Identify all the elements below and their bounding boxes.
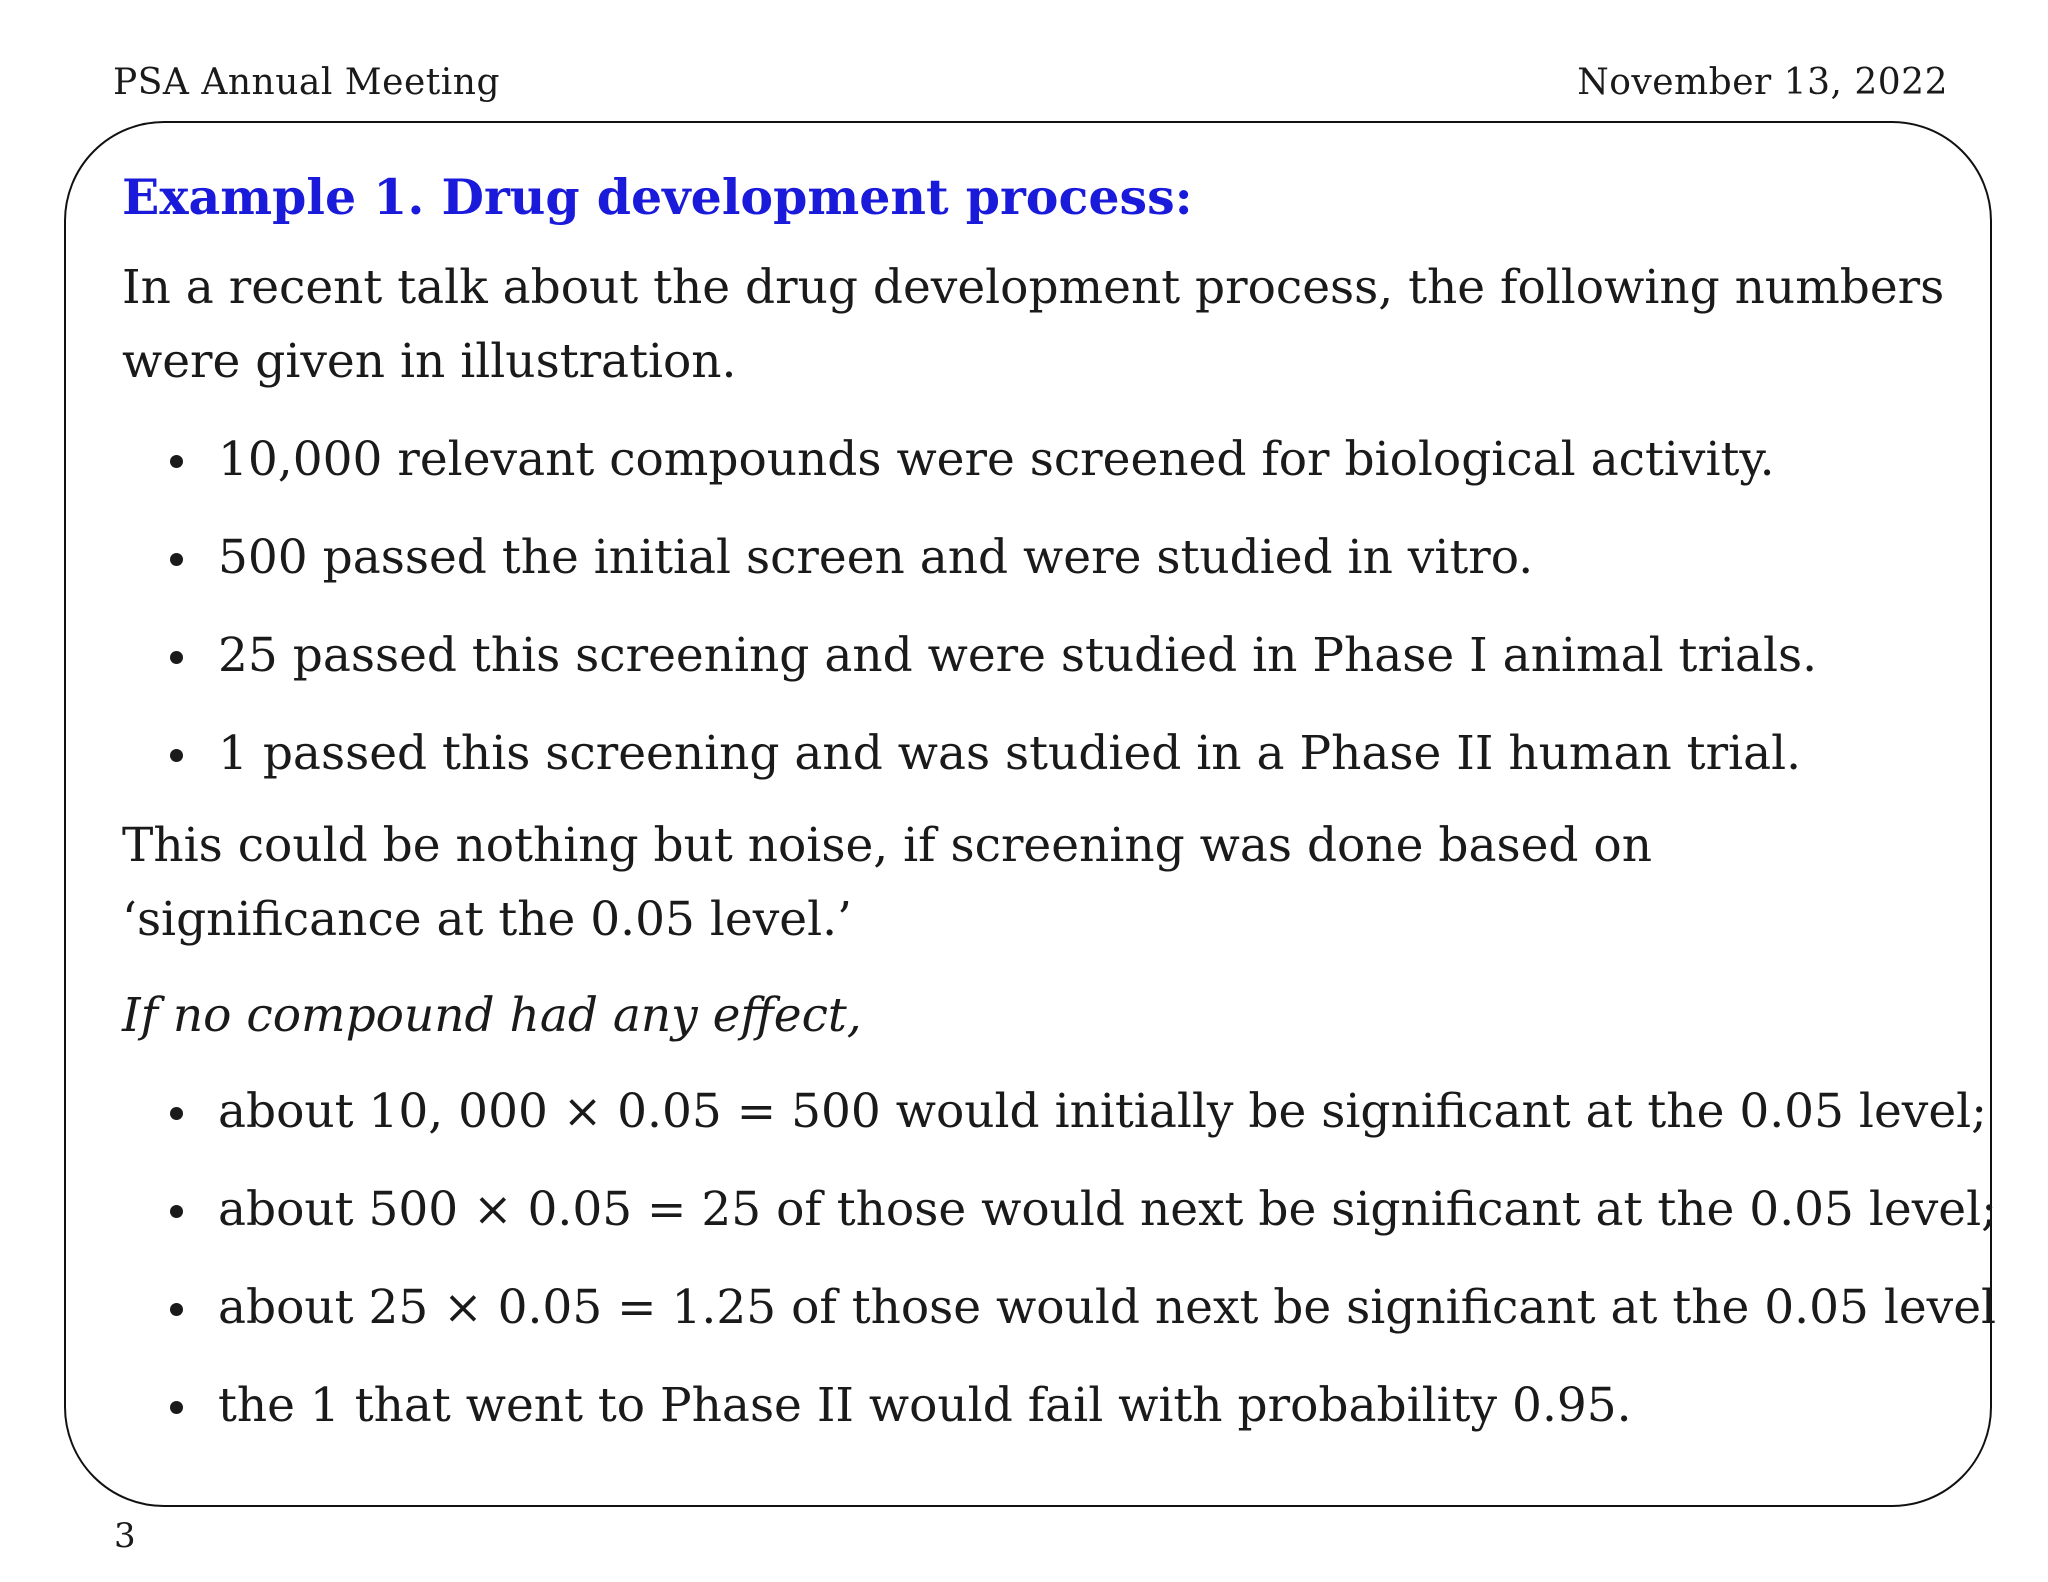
list-item-text: 500 passed the initial screen and were studied in vitro. xyxy=(218,530,1534,585)
screening-steps-list xyxy=(122,423,1962,791)
slide-title: Example 1. Drug development process: xyxy=(122,168,1193,226)
header-event-name: PSA Annual Meeting xyxy=(113,62,500,103)
slide-content xyxy=(122,163,1997,1443)
list-item xyxy=(122,619,1962,693)
bullet-icon xyxy=(170,1107,183,1120)
bullet-icon xyxy=(170,1205,183,1218)
noise-paragraph: This could be nothing but noise, if screening was done based on ‘significance at the 0.05 level.’ xyxy=(122,818,1653,947)
hypothesis-line: If no compound had any effect, xyxy=(122,988,862,1043)
list-item xyxy=(122,1075,1987,1149)
header-date: November 13, 2022 xyxy=(1577,62,1948,103)
list-item-text: about 10, 000 × 0.05 = 500 would initially be significant at the 0.05 level; xyxy=(218,1084,1987,1139)
intro-paragraph: In a recent talk about the drug development process, the following numbers were given in illustration. xyxy=(122,260,1945,389)
page-number: 3 xyxy=(114,1516,136,1556)
list-item xyxy=(122,1271,1997,1345)
bullet-icon xyxy=(170,1401,183,1414)
bullet-icon xyxy=(170,455,183,468)
list-item xyxy=(122,1369,1962,1443)
list-item xyxy=(122,423,1962,497)
list-item-text: about 25 × 0.05 = 1.25 of those would next be significant at the 0.05 level xyxy=(218,1280,1997,1335)
list-item-text: 25 passed this screening and were studied in Phase I animal trials. xyxy=(218,628,1818,683)
bullet-icon xyxy=(170,1303,183,1316)
bullet-icon xyxy=(170,553,183,566)
list-item xyxy=(122,717,1962,791)
bullet-icon xyxy=(170,749,183,762)
list-item-text: 1 passed this screening and was studied in a Phase II human trial. xyxy=(218,726,1802,781)
list-item xyxy=(122,1173,1997,1247)
list-item-text: about 500 × 0.05 = 25 of those would next be significant at the 0.05 level; xyxy=(218,1182,1997,1237)
list-item-text: 10,000 relevant compounds were screened for biological activity. xyxy=(218,432,1775,487)
list-item xyxy=(122,521,1962,595)
consequences-list xyxy=(122,1075,1997,1443)
bullet-icon xyxy=(170,651,183,664)
list-item-text: the 1 that went to Phase II would fail with probability 0.95. xyxy=(218,1378,1632,1433)
